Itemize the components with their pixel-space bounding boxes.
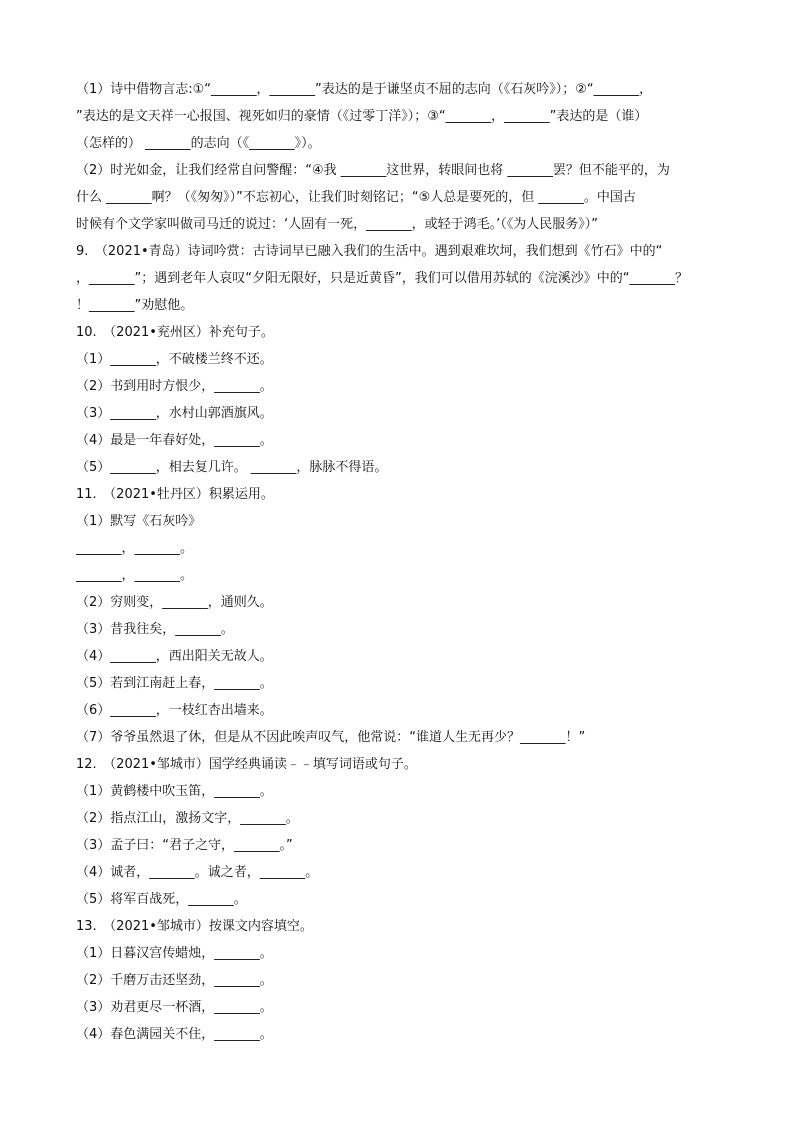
- text-line: （2）指点江山，激扬文字，_______。: [76, 811, 299, 826]
- question-13-heading: 13. （2021•邹城市）按课文内容填空。: [76, 919, 313, 934]
- text-line: （5）_______，相去复几许。 _______，脉脉不得语。: [76, 460, 388, 475]
- text-line: （1）黄鹤楼中吹玉笛，_______。: [76, 784, 273, 799]
- text-line: _______，_______。: [76, 568, 194, 583]
- text-line: （6）_______，一枝红杏出墙来。: [76, 703, 273, 718]
- question-10-heading: 10. （2021•兖州区）补充句子。: [76, 325, 274, 340]
- text-line: ”表达的是文天祥一心报国、视死如归的豪情（《过零丁洋》）；③“_______，_______”表达的是（谁）: [76, 109, 648, 124]
- text-line: （1）诗中借物言志:①“_______，_______”表达的是于谦坚贞不屈的志向（《石灰吟》）；②“_______，: [76, 82, 653, 97]
- text-line: （3）昔我往矣，_______。: [76, 622, 234, 637]
- question-12-heading: 12. （2021•邹城市）国学经典诵读﹣﹣填写词语或句子。: [76, 757, 417, 772]
- text-line: _______，_______。: [76, 541, 194, 556]
- text-line: （2）书到用时方恨少，_______。: [76, 379, 273, 394]
- text-line: （5）将军百战死，_______。: [76, 892, 247, 907]
- text-line: （3）孟子曰：“君子之守，_______。”: [76, 838, 293, 853]
- text-line: ，_______”；遇到老年人哀叹“夕阳无限好，只是近黄昏”，我们可以借用苏轼的《浣溪沙》中的“_______？: [76, 271, 688, 286]
- text-line: ！_______”劝慰他。: [76, 298, 194, 313]
- text-line: （1）_______，不破楼兰终不还。: [76, 352, 273, 367]
- text-line: （7）爷爷虽然退了休，但是从不因此唉声叹气，他常说：“谁道人生无再少？_______！”: [76, 730, 586, 745]
- question-11-heading: 11. （2021•牡丹区）积累运用。: [76, 487, 274, 502]
- text-line: （怎样的） _______的志向（《_______》）。: [76, 136, 321, 151]
- text-line: 什么 _______啊？（《匆匆》）”不忘初心，让我们时刻铭记；“⑤人总是要死的，但 _______。中国古: [76, 190, 636, 205]
- text-line: （4）诚者，_______。诚之者，_______。: [76, 865, 319, 880]
- text-line: （4）春色满园关不住，_______。: [76, 1027, 273, 1042]
- text-line: （2）穷则变，_______，通则久。: [76, 595, 273, 610]
- text-line: （4）_______，西出阳关无故人。: [76, 649, 273, 664]
- text-line: （3）_______，水村山郭酒旗风。: [76, 406, 273, 421]
- text-line: （2）时光如金，让我们经常自问警醒：“④我 _______这世界，转眼间也将 _______罢？但不能平的，为: [76, 163, 670, 178]
- text-line: 时候有个文学家叫做司马迁的说过：‘人固有一死，_______，或轻于鸿毛。’（《为人民服务》）”: [76, 217, 599, 232]
- text-line: （4）最是一年春好处，_______。: [76, 433, 273, 448]
- text-line: （5）若到江南赶上春，_______。: [76, 676, 273, 691]
- text-line: （1）日暮汉宫传蜡烛，_______。: [76, 946, 273, 961]
- question-9-heading: 9. （2021•青岛）诗词吟赏：古诗词早已融入我们的生活中。遇到艰难坎坷，我们想到《竹石》中的“: [76, 244, 663, 259]
- text-line: （1）默写《石灰吟》: [76, 514, 202, 529]
- text-line: （2）千磨万击还坚劲，_______。: [76, 973, 273, 988]
- text-line: （3）劝君更尽一杯酒，_______。: [76, 1000, 273, 1015]
- document-page: [76, 76, 726, 1048]
